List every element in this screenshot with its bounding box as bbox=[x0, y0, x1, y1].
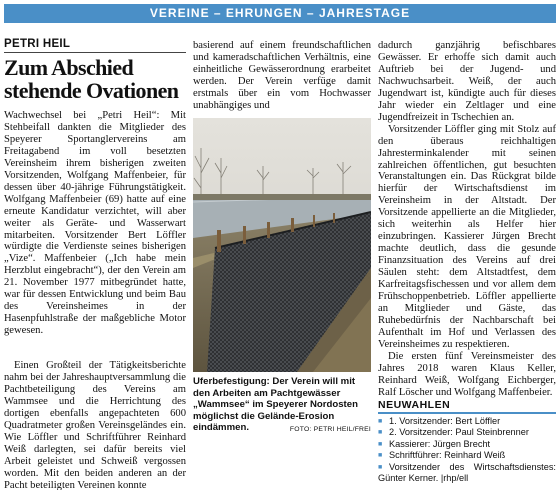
article-kicker: PETRI HEIL bbox=[4, 38, 71, 50]
caption-text: Uferbefestigung: Der Verein will mit den Arbeiten am Pachtgewässer „Wammsee“ im Speyerer Nordosten möglichst die Gelände-Erosion eindämmen. bbox=[193, 376, 358, 434]
riverbank-photo-illustration bbox=[193, 118, 371, 372]
paragraph: Einen Großteil der Tätigkeitsberichte nahm bei der Jahreshauptversammlung die Pachtbeteiligung des Vereins am Wammsee und die Herrichtung des dortigen ebenfalls angepachteten 600 Quadratmeter großen Vereinsgeländes ein. Wie Löffler und Schriftführer Reinhard Weiß darlegten, sei dafür bereits viel Arbeit geleistet und Schweiß vergossen worden. Mit den beiden anderen an der Pacht beteiligten Vereinen konnte bbox=[4, 360, 186, 490]
article-column-3 bbox=[378, 40, 556, 398]
paragraph: Wachwechsel bei „Petri Heil“: Mit Stehbeifall dankten die Mitglieder des Speyerer Sportanglervereins am Freitagabend im voll besetzten Vereinsheim ihrem bisherigen zweiten Vorsitzenden, Wolfgang Maffenbeier, für dessen über 40-jährige Führungstätigkeit. Wolfgang Maffenbeier (69) hatte auf eine erneute Kandidatur verzichtet, will aber weiter als Geräte- und Wasserwart mitarbeiten. Vorsitzender Bert Löffler würdigte die Verdienste seines bisherigen „Vize“. Maffenbeier („Ich habe mein Herzblut eingebracht“), der den Verein am 21. November 1977 mitbegründet hatte, war für dessen Entwicklung und beim Bau des Vereinsheimes in der Hasenpfuhlstraße der maßgebliche Motor gewesen. bbox=[4, 110, 186, 337]
neuwahlen-divider bbox=[378, 412, 556, 414]
article-headline: Zum Abschied stehende Ovationen bbox=[4, 55, 179, 103]
list-item: ■ Vorsitzender des Wirtschaftsdienstes: bbox=[378, 462, 556, 473]
section-banner: VEREINE – EHRUNGEN – JAHRESTAGE bbox=[4, 4, 556, 23]
list-item: ■ 2. Vorsitzender: Paul Steinbrenner bbox=[378, 427, 556, 438]
neuwahlen-heading: NEUWAHLEN bbox=[378, 399, 451, 411]
photo-credit: FOTO: PETRI HEIL/FREI bbox=[289, 426, 371, 434]
paragraph: Die ersten fünf Vereinsmeister des Jahres 2018 waren Klaus Keller, Reinhard Weiß, Wolfgang Eichberger, Ralf Löscher und Wolfgang Maffenbeier. bbox=[378, 350, 556, 398]
paragraph: Vorsitzender Löffler ging mit Stolz auf den überaus reichhaltigen Jahresterminkalender mit seinen zahlreichen öffentlichen, gut besuchten Veranstaltungen ein. Das Rückgrat bilde hierfür der Wirtschaftsdienst im Vereinsheim in der Altstadt. Der Vorsitzende appellierte an die Mitglieder, sich weiterhin als Helfer hier einzubringen. Kassierer Jürgen Brecht machte deutlich, dass die gesunde Finanzsituation des Vereins auf drei Säulen steht: dem Altstadtfest, dem Karfreitagsfischessen und vor allem dem Frühschoppenbetrieb. Löffler appellierte an Mitglieder und Gäste, das Ruhebedürfnis der Nachbarschaft bei Aufenthalt im Hof und Verlassen des Vereinsheimes zu respektieren. bbox=[378, 123, 556, 350]
article-photo bbox=[193, 118, 371, 372]
photo-caption bbox=[193, 376, 371, 436]
article-column-2-top bbox=[193, 40, 371, 112]
article-column-1-bottom bbox=[4, 360, 186, 490]
paragraph: dadurch ganzjährig befischbares Gewässer. Er erhoffe sich damit auch Auftrieb bei der Jugend- und Nachwuchsarbeit. Weiß, der auch Jugendwart ist, kündigte auch für dieses Jahr wieder ein Zeltlager und eine Jugendfreizeit in Tschechien an. bbox=[378, 40, 556, 123]
neuwahlen-list bbox=[378, 416, 556, 484]
article-column-1-top bbox=[4, 110, 186, 352]
list-item: ■ Kassierer: Jürgen Brecht bbox=[378, 439, 556, 450]
kicker-divider bbox=[4, 52, 186, 53]
list-item: ■ Schriftführer: Reinhard Weiß bbox=[378, 450, 556, 461]
list-item: ■ 1. Vorsitzender: Bert Löffler bbox=[378, 416, 556, 427]
paragraph: basierend auf einem freundschaftlichen und kameradschaftlichen Verhältnis, eine einheitliche Gewässerordnung erarbeitet werden. Der Verein verfüge damit erstmals über ein vom Hochwasser unabhängiges und bbox=[193, 40, 371, 111]
list-item-continuation: Günter Kerner. |rhp/ell bbox=[378, 473, 469, 484]
